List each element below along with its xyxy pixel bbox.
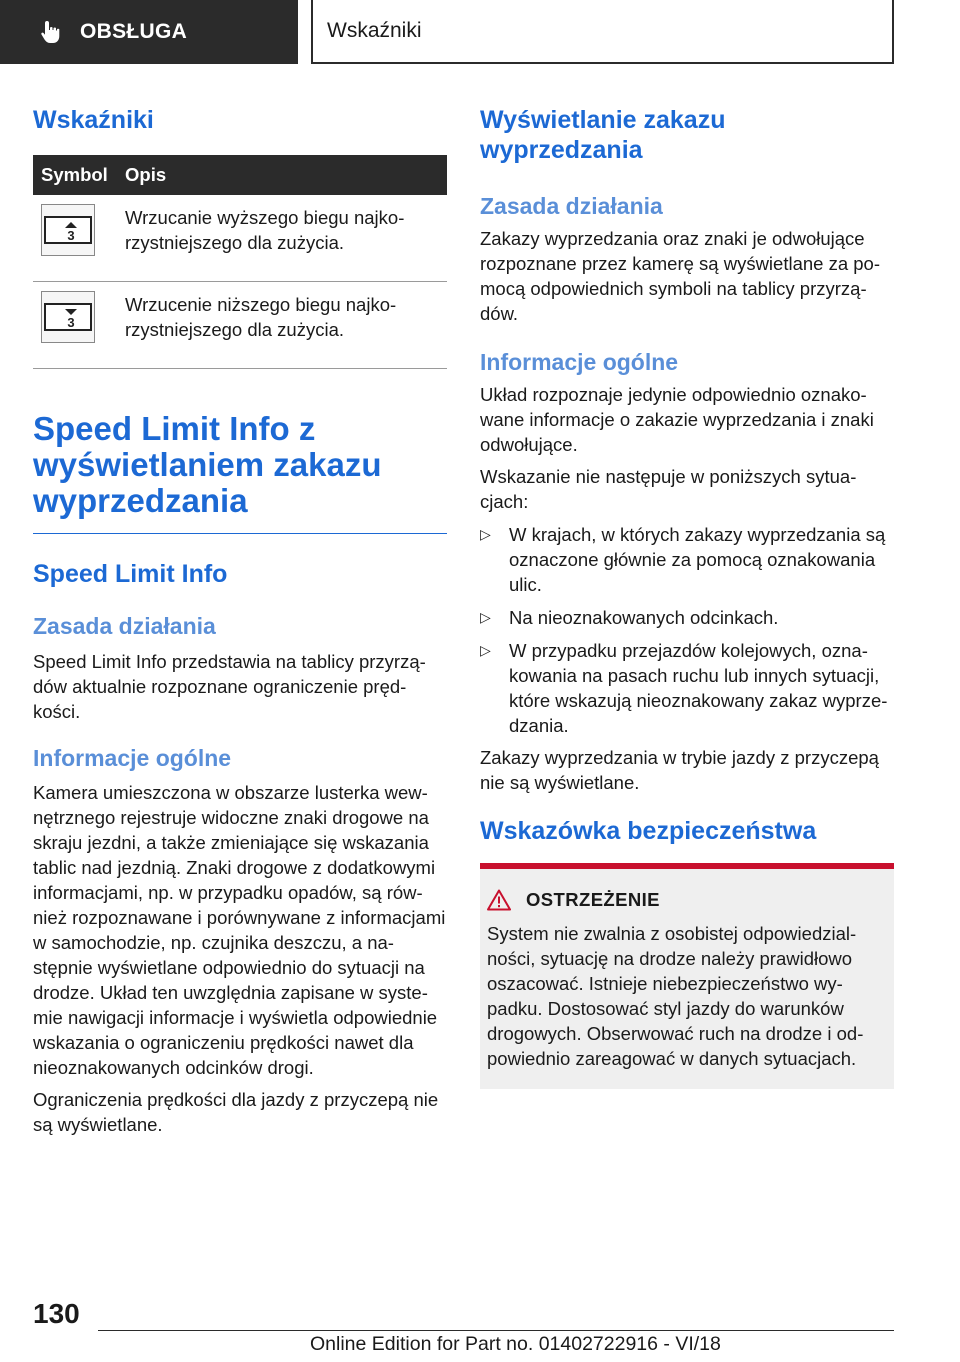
heading-speed-limit-main: Speed Limit Info z wyświetlaniem zakazu wyprzedzania xyxy=(33,410,382,519)
warning-triangle-icon xyxy=(487,889,511,911)
paragraph-informacje-1: Kamera umieszczona w obszarze lusterka wewnętrznego rejestruje widoczne znaki drogowe na skraju jezdni, a także zmieniające się wskazania tablic nad jezdnią. Znaki drogowe z dodatkowymi informacjami, np. w przypadku opadów, są również rozpoznawane i porównywane z informacjami w samochodzie, np. czujnika deszczu, a następnie wyświetlane odpowiednio do sytuacji na drodze. Układ ten uwzględnia zapisane w systemie nawigacji informacje i wyświetla odpowiednie wskazania o ograniczeniu prędkości nawet dla nieoznakowanych odcinków drogi. xyxy=(33,782,446,1078)
page-number: 130 xyxy=(33,1298,80,1329)
warning-title-text: OSTRZEŻENIE xyxy=(526,889,660,910)
heading-speed-limit-info: Speed Limit Info xyxy=(33,560,228,588)
heading-zasada-dzialania: Zasada działania xyxy=(480,193,663,219)
gear-down-3-icon xyxy=(41,291,95,343)
paragraph-informacje-2: Wskazanie nie następuje w poniższych sytuacjach: xyxy=(480,466,857,512)
table-cell-description: Wrzucenie niższego biegu najkorzystniejszego dla zużycia. xyxy=(125,282,447,369)
section-tab xyxy=(0,0,298,64)
svg-text:3: 3 xyxy=(67,228,75,243)
heading-wyswietlanie-zakazu: Wyświetlanie zakazu wyprzedzania xyxy=(480,106,726,164)
warning-box xyxy=(480,863,894,1089)
table-row xyxy=(33,282,447,369)
list-item: ▷ W krajach, w których zakazy wyprzedzania są oznaczone głównie za pomocą oznakowania ulic. xyxy=(480,524,886,595)
section-label: OBSŁUGA xyxy=(80,20,188,43)
page-header-title: Wskaźniki xyxy=(311,0,894,64)
svg-text:3: 3 xyxy=(67,315,75,330)
footer-edition: Online Edition for Part no. 01402722916 - VI/18 xyxy=(310,1333,721,1355)
paragraph-informacje-2: Ograniczenia prędkości dla jazdy z przyczepą nie są wyświetlane. xyxy=(33,1089,439,1135)
triangle-bullet-icon: ▷ xyxy=(480,526,491,542)
paragraph-przyczepa: Zakazy wyprzedzania w trybie jazdy z przyczepą nie są wyświetlane. xyxy=(480,747,879,793)
heading-wskazowka-bezpieczenstwa: Wskazówka bezpieczeństwa xyxy=(480,817,817,845)
footer-rule xyxy=(98,1330,894,1331)
paragraph-informacje-1: Układ rozpoznaje jedynie odpowiednio oznakowane informacje o zakazie wyprzedzania i znaki odwołujące. xyxy=(480,384,874,455)
list-item: ▷ Na nieoznakowanych odcinkach. xyxy=(480,607,779,628)
symbol-table xyxy=(33,155,447,369)
triangle-bullet-icon: ▷ xyxy=(480,642,491,658)
left-column xyxy=(33,100,447,1137)
heading-zasada-dzialania: Zasada działania xyxy=(33,613,216,639)
right-column xyxy=(480,100,894,1089)
gear-up-3-icon xyxy=(41,204,95,256)
paragraph-zasada: Speed Limit Info przedstawia na tablicy przyrządów aktualnie rozpoznane ograniczenie prędkości. xyxy=(33,651,426,722)
list-item: ▷ W przypadku przejazdów kolejowych, oznakowania na pasach ruchu lub innych sytuacji, które wskazują nieoznakowany zakaz wyprzedzania. xyxy=(480,640,888,736)
heading-wskazniki: Wskaźniki xyxy=(33,106,154,134)
warning-text: System nie zwalnia z osobistej odpowiedzialności, sytuację na drodze należy prawidłowo oszacować. Istnieje niebezpieczeństwo wypadku. Dostosować styl jazdy do warunków drogowych. Obserwować ruch na drodze i odpowiednio zareagować w danych sytuacjach. xyxy=(487,923,864,1069)
hand-pointer-icon xyxy=(38,19,64,45)
col-header-opis: Opis xyxy=(125,155,447,195)
paragraph-zasada: Zakazy wyprzedzania oraz znaki je odwołujące rozpoznane przez kamerę są wyświetlane za pomocą odpowiednich symboli na tablicy przyrządów. xyxy=(480,228,881,324)
bullet-list xyxy=(480,522,894,738)
heading-informacje-ogolne: Informacje ogólne xyxy=(480,349,679,375)
table-row xyxy=(33,195,447,282)
col-header-symbol: Symbol xyxy=(33,155,125,195)
table-cell-description: Wrzucanie wyższego biegu najkorzystniejszego dla zużycia. xyxy=(125,195,447,282)
triangle-bullet-icon: ▷ xyxy=(480,609,491,625)
heading-informacje-ogolne: Informacje ogólne xyxy=(33,745,232,771)
warning-title xyxy=(487,889,887,911)
heading-rule xyxy=(33,533,447,534)
